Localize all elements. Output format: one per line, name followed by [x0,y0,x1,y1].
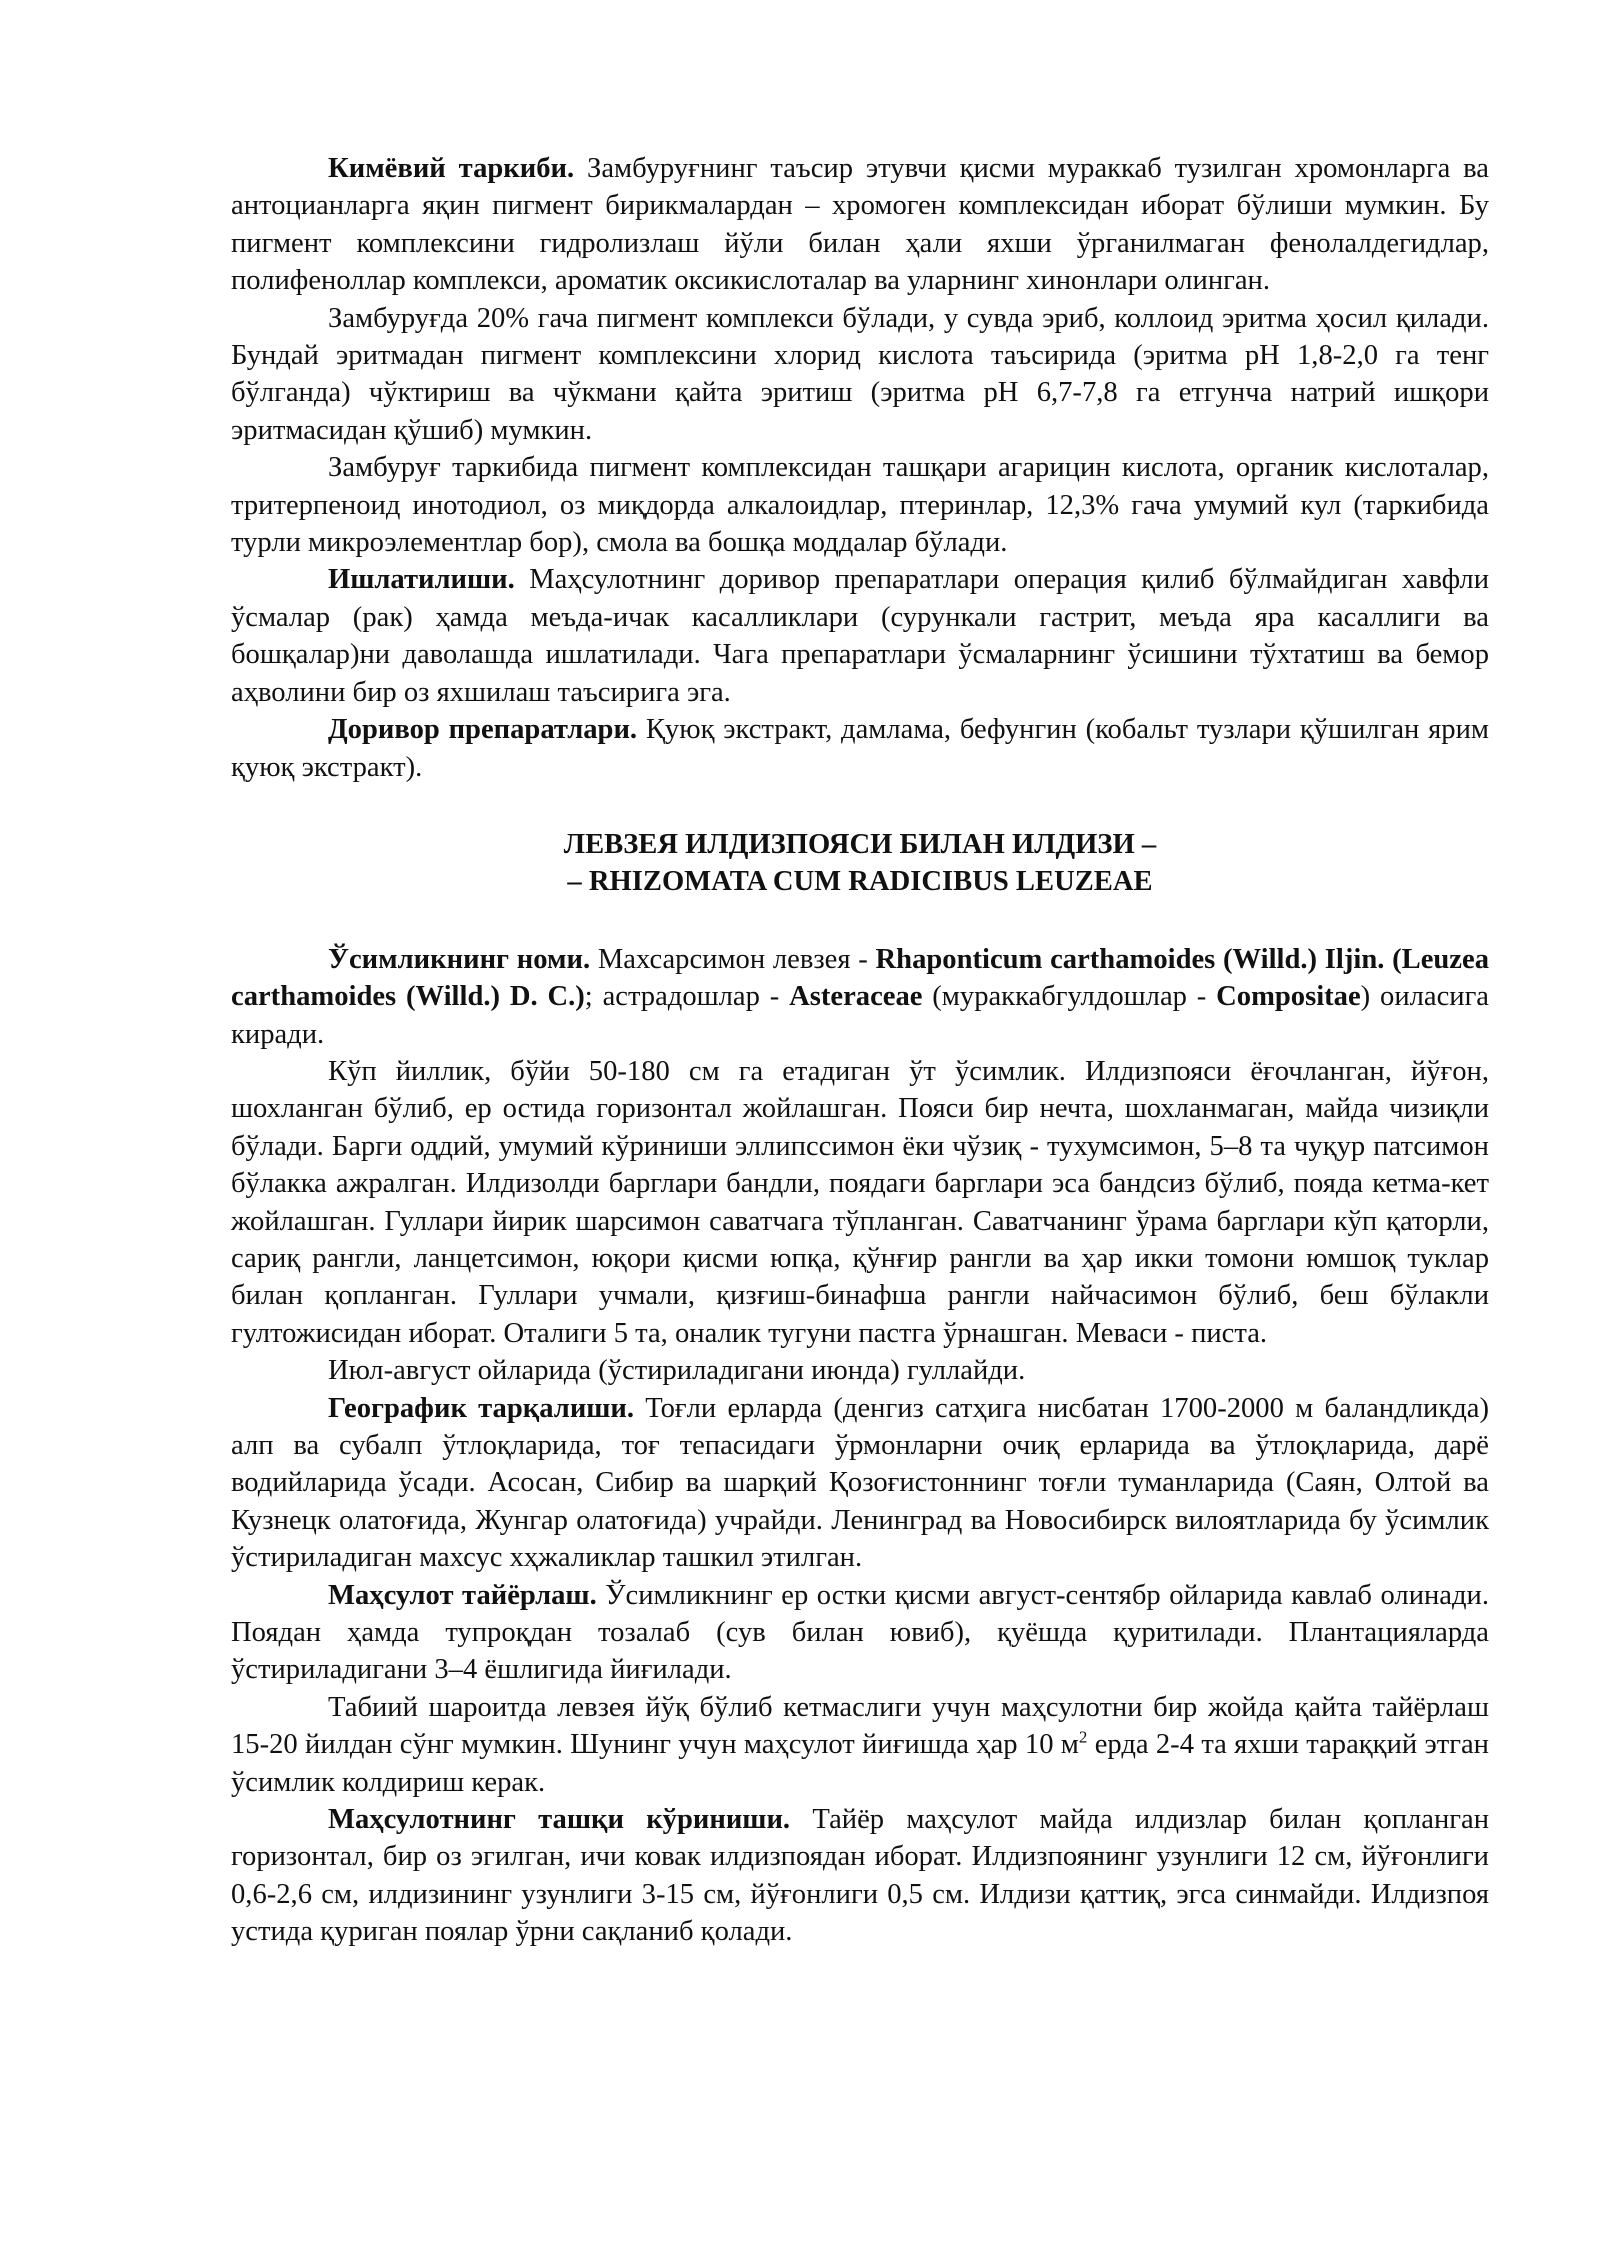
paragraph-pigment-content [231,300,1489,450]
paragraph-reharvest [231,1689,1489,1801]
paragraph-text: Замбуруғ таркибида пигмент комплексидан ташқари агарицин кислота, органик кислоталар, тритерпеноид инотодиол, оз миқдорда алкалоидлар, птеринлар, 12,3% гача умумий кул (таркибида турли микроэлементлар бор), смола ва бошқа моддалар бўлади. [231,452,1489,559]
section-title-line2: – RHIZOMATA CUM RADICIBUS LEUZEAE [567,866,1153,898]
paragraph-text: (мураккабгулдошлар - [922,981,1217,1013]
family-name-alt: Compositae [1216,981,1361,1013]
paragraph-composition-other [231,449,1489,561]
paragraph-heading: Ишлатилиши. [328,564,515,596]
paragraph-plant-name [231,941,1489,1053]
paragraph-text: Тайёр маҳсулот майда илдизлар билан қопланган горизонтал, бир оз эгилган, ичи ковак илдизпоядан иборат. Илдизпоянинг узунлиги 12 см, йўғонлиги 0,6-2,6 см, илдизининг узунлиги 3-15 см, йўғонлиги 0,5 см. Илдизи қаттиқ, эгса синмайди. Илдизпоя устида қуриган поялар ўрни сақланиб қолади. [231,1804,1490,1948]
paragraph-heading: Географик тарқалиши. [328,1392,635,1424]
spacer [231,901,1489,941]
paragraph-text: ) оиласига киради. [231,981,1489,1050]
paragraph-text: ; астрадошлар - [584,981,790,1013]
paragraph-heading: Маҳсулотнинг ташқи кўриниши. [328,1804,791,1836]
paragraph-distribution [231,1390,1489,1577]
paragraph-heading: Ўсимликнинг номи. [328,943,591,975]
paragraph-harvesting [231,1577,1489,1689]
paragraph-text: Замбуруғнинг таъсир этувчи қисми мураккаб тузилган хромонларга ва антоцианларга яқин пигмент бирикмалардан – хромоген комплексидан иборат бўлиши мумкин. Бу пигмент комплексини гидролизлаш йўли билан ҳали яхши ўрганилмаган фенолалдегидлар, полифеноллар комплекси, ароматик оксикислоталар ва уларнинг хинонлари олинган. [231,153,1489,297]
spacer [231,786,1489,826]
superscript: 2 [1078,1727,1088,1747]
paragraph-flowering [231,1352,1489,1389]
paragraph-text: Қуюқ экстракт, дамлама, бефунгин (кобальт тузлари қўшилган ярим қуюқ экстракт). [231,714,1489,783]
latin-name: Rhaponticum carthamoides (Willd.) Iljin. (Leuzea carthamoides (Willd.) D. C.) [231,943,1489,1013]
paragraph-text: Замбуруғда 20% гача пигмент комплекси бўлади, у сувда эриб, коллоид эритма ҳосил қилади. Бундай эритмадан пигмент комплексини хлорид кислота таъсирида (эритма pH 1,8-2,0 га тенг бўлганда) чўктириш ва чўкмани қайта эритиш (эритма pH 6,7-7,8 га етгунча натрий ишқори эритмасидан қўшиб) мумкин. [231,302,1489,446]
paragraph-preparations [231,711,1489,786]
paragraph-text: Кўп йиллик, бўйи 50-180 см га етадиган ўт ўсимлик. Илдизпояси ёғочланган, йўғон, шохланган бўлиб, ер остида горизонтал жойлашган. Пояси бир нечта, шохланмаган, майда чизиқли бўлади. Барги оддий, умумий кўриниши эллипссимон ёки чўзиқ - тухумсимон, 5–8 та чуқур патсимон бўлакка ажралган. Илдизолди барглари бандли, поядаги барглари эса бандсиз бўлиб, пояда кетма-кет жойлашган. Гуллари йирик шарсимон саватчага тўпланган. Саватчанинг ўрама барглари кўп қаторли, сариқ рангли, ланцетсимон, юқори қисми юпқа, қўнғир рангли ва ҳар икки томони юмшоқ туклар билан қопланган. Гуллари учмали, қизғиш-бинафша рангли найчасимон бўлиб, беш бўлакли гултожисидан иборат. Оталиги 5 та, оналик тугуни пастга ўрнашган. Меваси - писта. [231,1055,1489,1349]
paragraph-chemical-composition [231,150,1489,300]
paragraph-text: Тоғли ерларда (денгиз сатҳига нисбатан 1700-2000 м баландликда) алп ва субалп ўтлоқларида, тоғ тепасидаги ўрмонларни очиқ ерларида ва ўтлоқларида, дарё водийларида ўсади. Асосан, Сибир ва шарқий Қозоғистоннинг тоғли туманларида (Саян, Олтой ва Кузнецк олатоғида, Жунгар олатоғида) учрайди. Ленинград ва Новосибирск вилоятларида бу ўсимлик ўстириладиган махсус хҳжаликлар ташкил этилган. [231,1392,1489,1574]
paragraph-text: Июл-август ойларида (ўстириладигани июнда) гуллайди. [328,1355,1026,1387]
paragraph-text: Табиий шароитда левзея йўқ бўлиб кетмаслиги учун маҳсулотни бир жойда қайта тайёрлаш 15-20 йилдан сўнг мумкин. Шунинг учун маҳсулот йиғишда ҳар 10 м [231,1691,1489,1761]
family-name: Asteraceae [789,981,923,1013]
paragraph-text: Ўсимликнинг ер остки қисми август-сентябр ойларида кавлаб олинади. Поядан ҳамда тупроқдан тозалаб (сув билан ювиб), қуёшда қуритилади. Плантацияларда ўстириладигани 3–4 ёшлигида йиғилади. [231,1579,1489,1686]
paragraph-heading: Маҳсулот тайёрлаш. [328,1579,597,1611]
document-page [231,150,1489,1951]
paragraph-text: Махсарсимон левзея - [590,943,876,975]
paragraph-heading: Кимёвий таркиби. [328,153,575,184]
paragraph-text: Маҳсулотнинг доривор препаратлари операция қилиб бўлмайдиган хавфли ўсмалар (рак) ҳамда меъда-ичак касалликлари (сурункали гастрит, меъда яра касаллиги ва бошқалар)ни даволашда ишлатилади. Чага препаратлари ўсмаларнинг ўсишини тўхтатиш ва бемор аҳволини бир оз яхшилаш таъсирига эга. [231,564,1489,708]
paragraph-heading: Доривор препаратлари. [328,714,638,746]
paragraph-description [231,1053,1489,1352]
paragraph-text: ерда 2-4 та яхши тараққий этган ўсимлик колдириш керак. [231,1729,1489,1798]
paragraph-appearance [231,1801,1489,1951]
section-title-line1: ЛЕВЗЕЯ ИЛДИЗПОЯСИ БИЛАН ИЛДИЗИ – [563,828,1157,860]
paragraph-usage [231,561,1489,711]
